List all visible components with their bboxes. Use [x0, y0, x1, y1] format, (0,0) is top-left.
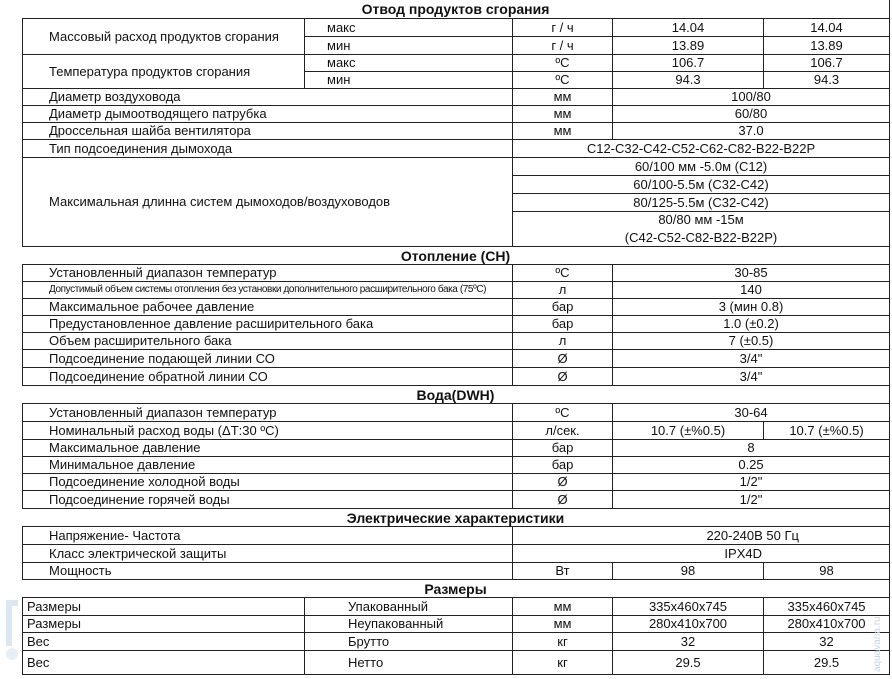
water-max-pressure-value: 8 — [613, 440, 890, 457]
connection-type-label: Тип подсоединения дымохода — [22, 140, 513, 158]
section-exhaust: Отвод продуктов сгорания — [22, 0, 890, 19]
water-flow-value-b: 10.7 (±%0.5) — [764, 422, 890, 440]
net-label: Вес — [22, 651, 305, 675]
mass-flow-max-a: 14.04 — [613, 19, 764, 37]
throttle-label: Дроссельная шайба вентилятора — [22, 123, 513, 140]
heating-volume-value: 140 — [613, 282, 890, 299]
power-value-a: 98 — [613, 563, 764, 580]
unpacked-value-b: 280х410х700 — [764, 616, 890, 633]
return-label: Подсоединение обратной линии СО — [22, 368, 513, 386]
gross-unit: кг — [513, 633, 613, 651]
hot-water-label: Подсоединение горячей воды — [22, 491, 513, 509]
heating-temp-label: Установленный диапазон температур — [22, 265, 513, 282]
flue-diameter-value: 60/80 — [613, 106, 890, 123]
tank-pressure-label: Предустановленное давление расширительного бака — [22, 316, 513, 333]
tank-volume-label: Объем расширительного бака — [22, 333, 513, 350]
net-unit: кг — [513, 651, 613, 675]
packed-label: Размеры — [22, 598, 305, 616]
max-length-value-4 — [513, 212, 890, 247]
cold-water-label: Подсоединение холодной воды — [22, 474, 513, 491]
unpacked-label: Размеры — [22, 616, 305, 633]
flue-diameter-unit: мм — [513, 106, 613, 123]
max-length-value-3: 80/125-5.5м (С32-С42) — [513, 194, 890, 212]
temp-min-a: 94.3 — [613, 72, 764, 89]
tank-volume-unit: л — [513, 333, 613, 350]
temp-max: макс — [305, 55, 513, 72]
hot-water-unit: Ø — [513, 491, 613, 509]
throttle-unit: мм — [513, 123, 613, 140]
hot-water-value: 1/2" — [613, 491, 890, 509]
tank-pressure-value: 1.0 (±0.2) — [613, 316, 890, 333]
gross-label: Вес — [22, 633, 305, 651]
mass-flow-label: Массовый расход продуктов сгорания — [22, 19, 305, 55]
mass-flow-unit-max: г / ч — [513, 19, 613, 37]
water-max-pressure-label: Максимальное давление — [22, 440, 513, 457]
max-length-value-4-line1: 80/80 мм -15м — [658, 212, 744, 227]
packed-value-a: 335х460х745 — [613, 598, 764, 616]
duct-diameter-unit: мм — [513, 89, 613, 106]
watermark-text: aquavana.ru — [872, 616, 883, 672]
section-heating: Отопление (СН) — [22, 247, 890, 265]
voltage-value: 220-240В 50 Гц — [513, 527, 890, 545]
temp-max-b: 106.7 — [764, 55, 890, 72]
temp-min: мин — [305, 72, 513, 89]
mass-flow-max: макс — [305, 19, 513, 37]
heating-max-pressure-label: Максимальное рабочее давление — [22, 299, 513, 316]
packed-value-b: 335х460х745 — [764, 598, 890, 616]
gross-value-a: 32 — [613, 633, 764, 651]
mass-flow-min-b: 13.89 — [764, 37, 890, 55]
mass-flow-max-b: 14.04 — [764, 19, 890, 37]
heating-volume-label: Допустимый объем системы отопления без установки дополнительного расширительного бака (75ºС) — [22, 282, 513, 299]
tank-volume-value: 7 (±0.5) — [613, 333, 890, 350]
cold-water-unit: Ø — [513, 474, 613, 491]
unpacked-unit: мм — [513, 616, 613, 633]
temp-label: Температура продуктов сгорания — [22, 55, 305, 89]
cold-water-value: 1/2" — [613, 474, 890, 491]
temp-unit-max: ºС — [513, 55, 613, 72]
mass-flow-min: мин — [305, 37, 513, 55]
water-min-pressure-value: 0.25 — [613, 457, 890, 474]
return-unit: Ø — [513, 368, 613, 386]
mass-flow-unit-min: г / ч — [513, 37, 613, 55]
protection-value: IPX4D — [513, 545, 890, 563]
voltage-label: Напряжение- Частота — [22, 527, 513, 545]
net-sub: Нетто — [305, 651, 513, 675]
packed-sub: Упакованный — [305, 598, 513, 616]
water-temp-value: 30-64 — [613, 404, 890, 422]
water-max-pressure-unit: бар — [513, 440, 613, 457]
supply-value: 3/4" — [613, 350, 890, 368]
section-water: Вода(DWH) — [22, 386, 890, 404]
packed-unit: мм — [513, 598, 613, 616]
section-dimensions: Размеры — [22, 580, 890, 598]
max-length-value-1: 60/100 мм -5.0м (С12) — [513, 158, 890, 176]
supply-unit: Ø — [513, 350, 613, 368]
temp-min-b: 94.3 — [764, 72, 890, 89]
power-unit: Вт — [513, 563, 613, 580]
max-length-value-4-line2: (С42-С52-С82-В22-В22Р) — [624, 230, 778, 245]
water-flow-value-a: 10.7 (±%0.5) — [613, 422, 764, 440]
power-value-b: 98 — [764, 563, 890, 580]
water-min-pressure-unit: бар — [513, 457, 613, 474]
net-value-b: 29.5 — [764, 651, 890, 675]
max-length-value-2: 60/100-5.5м (С32-С42) — [513, 176, 890, 194]
connection-type-value: С12-С32-С42-С52-С62-С82-В22-В22Р — [513, 140, 890, 158]
temp-unit-min: ºС — [513, 72, 613, 89]
section-electrical: Электрические характеристики — [22, 509, 890, 527]
unpacked-value-a: 280х410х700 — [613, 616, 764, 633]
water-temp-label: Установленный диапазон температур — [22, 404, 513, 422]
heating-temp-unit: ºС — [513, 265, 613, 282]
return-value: 3/4" — [613, 368, 890, 386]
flue-diameter-label: Диаметр дымоотводящего патрубка — [22, 106, 513, 123]
heating-max-pressure-value: 3 (мин 0.8) — [613, 299, 890, 316]
water-flow-unit: л/сек. — [513, 422, 613, 440]
throttle-value: 37.0 — [613, 123, 890, 140]
duct-diameter-label: Диаметр воздуховода — [22, 89, 513, 106]
water-min-pressure-label: Минимальное давление — [22, 457, 513, 474]
gross-sub: Брутто — [305, 633, 513, 651]
max-length-label: Максимальная длинна систем дымоходов/воздуховодов — [22, 158, 513, 247]
water-temp-unit: ºС — [513, 404, 613, 422]
power-label: Мощность — [22, 563, 513, 580]
unpacked-sub: Неупакованный — [305, 616, 513, 633]
heating-max-pressure-unit: бар — [513, 299, 613, 316]
heating-temp-value: 30-85 — [613, 265, 890, 282]
water-flow-label: Номинальный расход воды (ΔТ:30 ºС) — [22, 422, 513, 440]
supply-label: Подсоединение подающей линии СО — [22, 350, 513, 368]
duct-diameter-value: 100/80 — [613, 89, 890, 106]
heating-volume-unit: л — [513, 282, 613, 299]
net-value-a: 29.5 — [613, 651, 764, 675]
protection-label: Класс электрической защиты — [22, 545, 513, 563]
gross-value-b: 32 — [764, 633, 890, 651]
tank-pressure-unit: бар — [513, 316, 613, 333]
mass-flow-min-a: 13.89 — [613, 37, 764, 55]
temp-max-a: 106.7 — [613, 55, 764, 72]
